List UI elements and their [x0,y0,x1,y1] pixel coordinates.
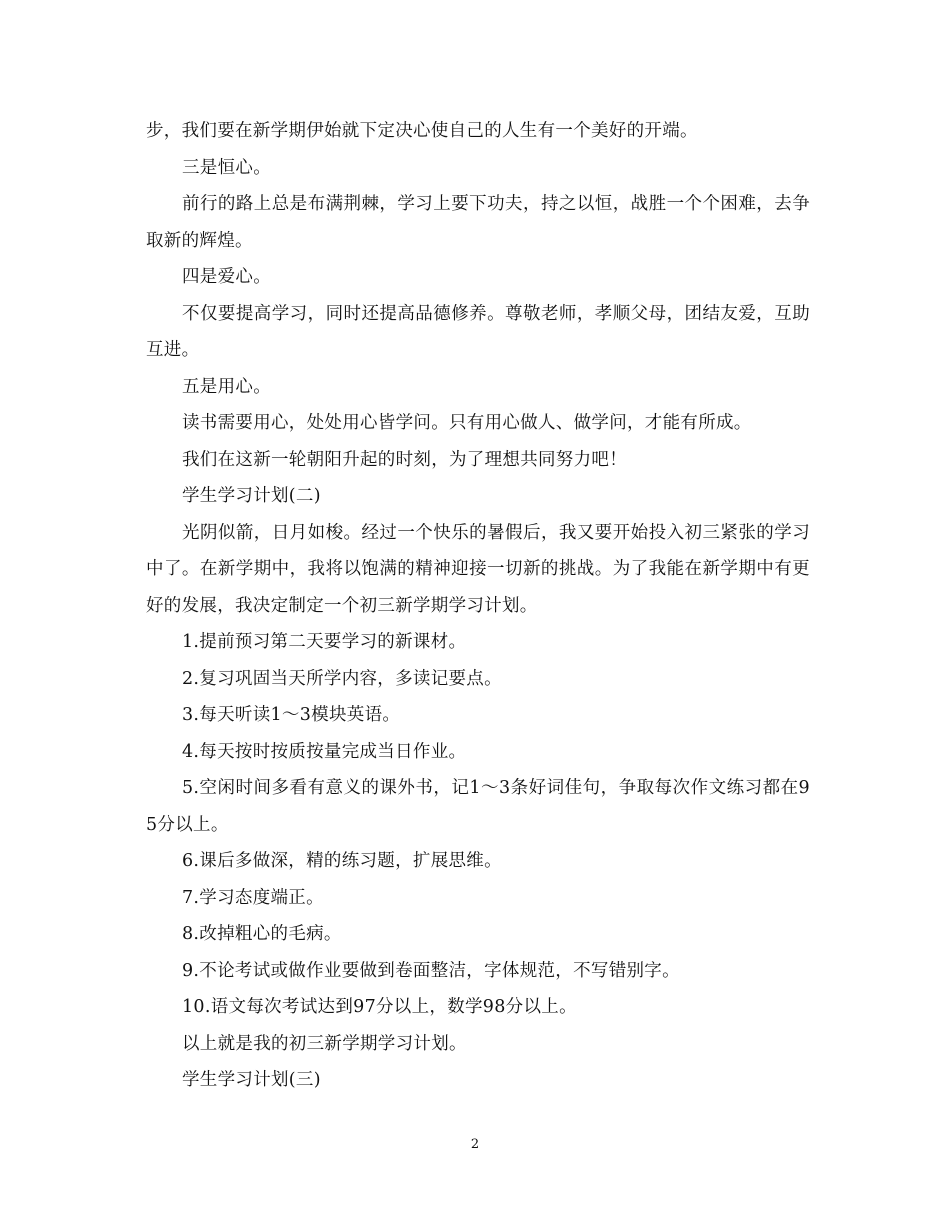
list-item-4: 4.每天按时按质按量完成当日作业。 [182,741,467,762]
heading-attention: 五是用心。 [182,376,271,397]
heading-perseverance: 三是恒心。 [182,157,271,178]
paragraph-plan-two-closing: 以上就是我的初三新学期学习计划。 [182,1033,467,1054]
paragraph-closing: 我们在这新一轮朝阳升起的时刻，为了理想共同努力吧！ [182,449,627,470]
paragraph-plan-two-intro: 光阴似箭，日月如梭。经过一个快乐的暑假后，我又要开始投入初三紧张的学习中了。在新学期中，我将以饱满的精神迎接一切新的挑战。为了我能在新学期中有更好的发展，我决定制定一个初三新学期学习计划。 [146,522,810,616]
list-item-7: 7.学习态度端正。 [182,887,324,908]
list-item-1: 1.提前预习第二天要学习的新课材。 [182,632,467,652]
paragraph-perseverance: 前行的路上总是布满荆棘，学习上要下功夫，持之以恒，战胜一个个困难，去争取新的辉煌。 [146,194,810,251]
list-item-10: 10.语文每次考试达到97分以上，数学98分以上。 [182,997,577,1017]
paragraph-continued-intro: 步，我们要在新学期伊始就下定决心使自己的人生有一个美好的开端。 [146,121,698,141]
page-number: 2 [470,1137,480,1152]
paragraph-love: 不仅要提高学习，同时还提高品德修养。尊敬老师，孝顺父母，团结友爱，互助互进。 [146,303,810,360]
list-item-5: 5.空闲时间多看有意义的课外书，记1～3条好词佳句，争取每次作文练习都在95分以上。 [146,778,810,835]
list-item-9: 9.不论考试或做作业要做到卷面整洁，字体规范，不写错别字。 [182,960,680,981]
list-item-6: 6.课后多做深，精的练习题，扩展思维。 [182,851,502,871]
section-title-plan-two: 学生学习计划(二) [182,486,321,506]
document-body [146,113,810,1099]
list-item-3: 3.每天听读1～3模块英语。 [182,705,401,725]
paragraph-attention: 读书需要用心，处处用心皆学问。只有用心做人、做学问，才能有所成。 [182,413,752,433]
list-item-2: 2.复习巩固当天所学内容，多读记要点。 [182,668,502,689]
list-item-8: 8.改掉粗心的毛病。 [182,924,342,944]
section-title-plan-three: 学生学习计划(三) [182,1070,321,1090]
heading-love: 四是爱心。 [182,267,271,287]
